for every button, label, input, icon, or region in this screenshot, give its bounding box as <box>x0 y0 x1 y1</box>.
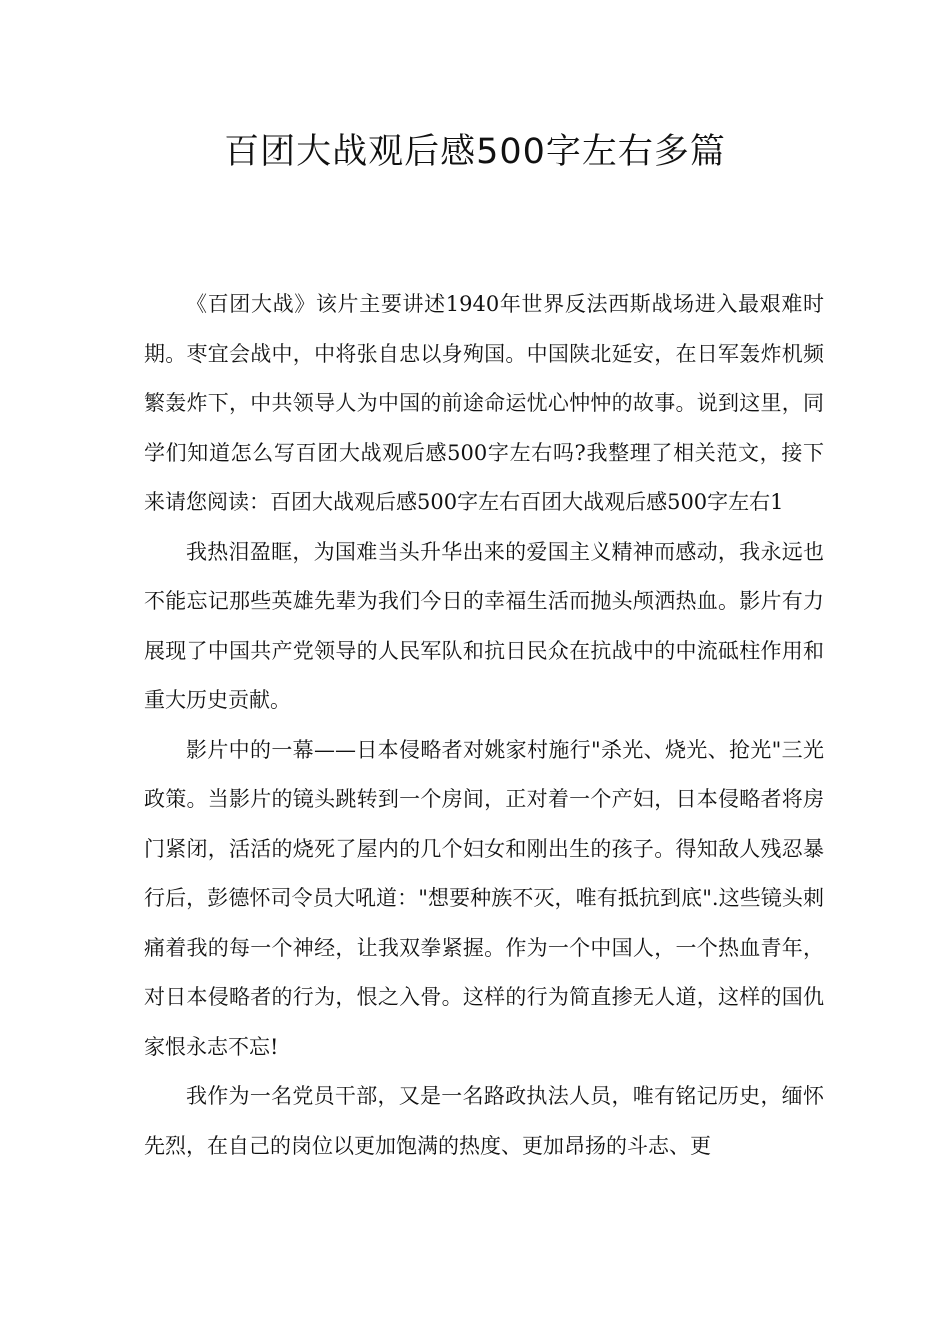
document-title: 百团大战观后感500字左右多篇 <box>224 132 726 172</box>
paragraph-3: 影片中的一幕——日本侵略者对姚家村施行"杀光、烧光、抢光"三光政策。当影片的镜头跳转到一个房间，正对着一个产妇，日本侵略者将房门紧闭，活活的烧死了屋内的几个妇女和刚出生的孩子。得知敌人残忍暴行后，彭德怀司令员大吼道："想要种族不灭，唯有抵抗到底".这些镜头刺痛着我的每一个神经，让我双拳紧握。作为一个中国人，一个热血青年，对日本侵略者的行为，恨之入骨。这样的行为简直掺无人道，这样的国仇家恨永志不忘! <box>144 737 824 1059</box>
paragraph-4: 我作为一名党员干部，又是一名路政执法人员，唯有铭记历史，缅怀先烈，在自己的岗位以更加饱满的热度、更加昂扬的斗志、更 <box>144 1084 824 1158</box>
paragraph-2: 我热泪盈眶，为国难当头升华出来的爱国主义精神而感动，我永远也不能忘记那些英雄先辈为我们今日的幸福生活而抛头颅洒热血。影片有力展现了中国共产党领导的人民军队和抗日民众在抗战中的中流砥柱作用和重大历史贡献。 <box>144 539 824 712</box>
document-body <box>144 280 824 1171</box>
paragraph-1: 《百团大战》该片主要讲述1940年世界反法西斯战场进入最艰难时期。枣宜会战中，中将张自忠以身殉国。中国陕北延安，在日军轰炸机频繁轰炸下，中共领导人为中国的前途命运忧心忡忡的故事。说到这里，同学们知道怎么写百团大战观后感500字左右吗?我整理了相关范文，接下来请您阅读：百团大战观后感500字左右百团大战观后感500字左右1 <box>144 292 824 514</box>
